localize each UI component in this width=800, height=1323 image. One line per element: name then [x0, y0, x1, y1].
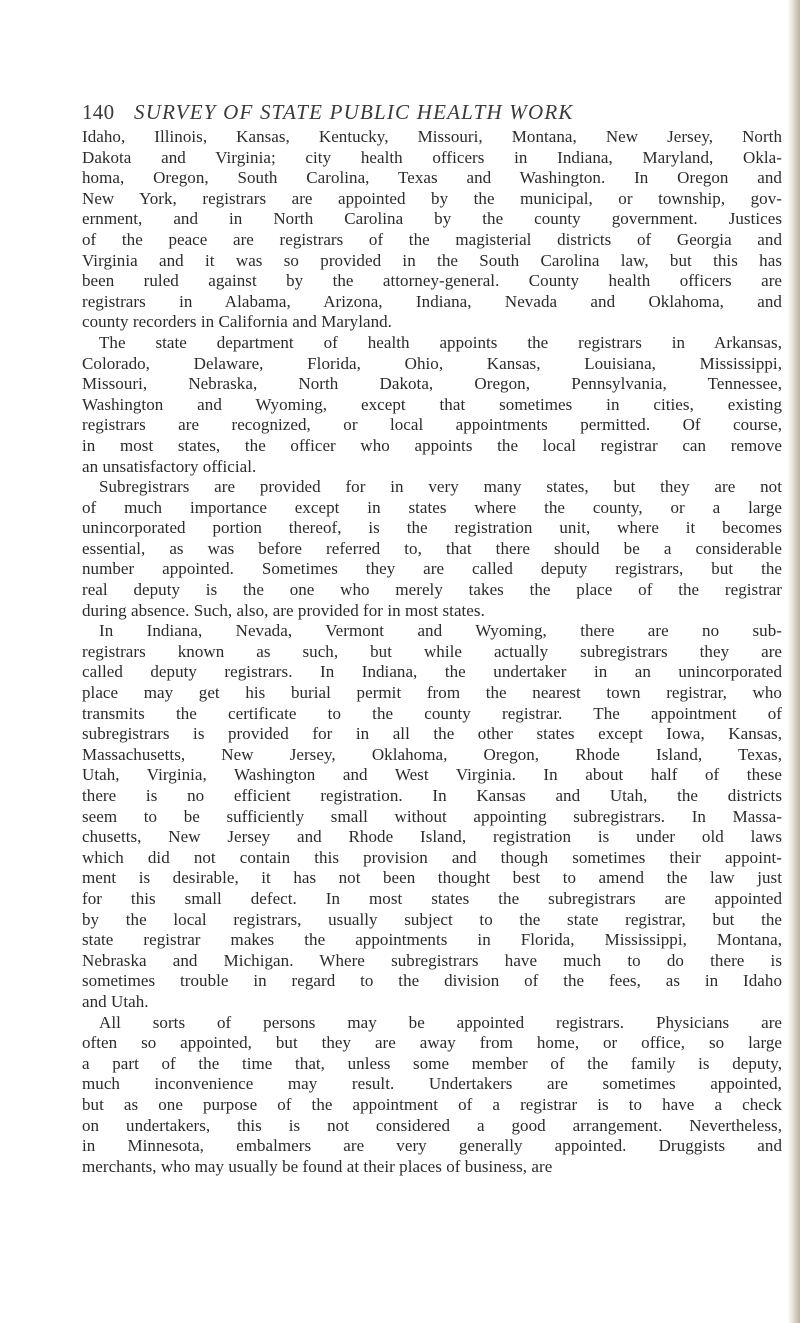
text-line: real deputy is the one who merely takes the place of the registrar	[82, 580, 782, 600]
paragraph	[82, 333, 782, 477]
text-line: Colorado, Delaware, Florida, Ohio, Kansas, Louisiana, Mississippi,	[82, 353, 782, 373]
page-number: 140	[82, 100, 115, 124]
text-line: ernment, and in North Carolina by the county government. Justices	[82, 209, 782, 229]
text-line: state registrar makes the appointments in Florida, Mississippi, Montana,	[82, 930, 782, 950]
text-line: registrars are recognized, or local appointments permitted. Of course,	[82, 415, 782, 435]
paragraph	[82, 621, 782, 1012]
text-line: on undertakers, this is not considered a good arrangement. Nevertheless,	[82, 1115, 782, 1135]
text-line: an unsatisfactory official.	[82, 456, 257, 476]
running-head	[82, 100, 742, 130]
text-line: there is no efficient registration. In Kansas and Utah, the districts	[82, 786, 782, 805]
text-line: New York, registrars are appointed by the municipal, or township, gov-	[82, 188, 782, 208]
body-text	[82, 127, 782, 1177]
text-line: which did not contain this provision and though sometimes their appoint-	[82, 847, 782, 867]
text-line: and Utah.	[82, 991, 149, 1011]
text-line: chusetts, New Jersey and Rhode Island, registration is under old laws	[82, 827, 782, 847]
text-line: Virginia and it was so provided in the South Carolina law, but this has	[82, 250, 782, 270]
text-line: subregistrars is provided for in all the other states except Iowa, Kansas,	[82, 724, 782, 744]
text-line: by the local registrars, usually subject to the state registrar, but the	[82, 909, 782, 929]
page-edge	[791, 0, 800, 1323]
text-line: for this small defect. In most states the subregistrars are appointed	[82, 888, 782, 908]
text-line: place may get his burial permit from the nearest town registrar, who	[82, 683, 782, 703]
text-line: In Indiana, Nevada, Vermont and Wyoming, there are no sub-	[99, 621, 782, 641]
text-line: during absence. Such, also, are provided for in most states.	[82, 600, 485, 620]
paragraph	[82, 127, 782, 333]
text-line: Dakota and Virginia; city health officers in Indiana, Maryland, Okla-	[82, 147, 782, 167]
text-line: The state department of health appoints the registrars in Arkansas,	[99, 332, 782, 352]
text-line: of the peace are registrars of the magisterial districts of Georgia and	[82, 229, 782, 249]
text-line: number appointed. Sometimes they are called deputy registrars, but the	[82, 559, 782, 579]
text-line: Nebraska and Michigan. Where subregistrars have much to do there is	[82, 950, 782, 970]
text-line: registrars known as such, but while actually subregistrars they are	[82, 641, 782, 661]
text-line: unincorporated portion thereof, is the registration unit, where it becomes	[82, 518, 782, 538]
text-line: Missouri, Nebraska, North Dakota, Oregon, Pennsylvania, Tennessee,	[82, 374, 782, 394]
text-line: transmits the certificate to the county registrar. The appointment of	[82, 703, 782, 723]
text-line: sometimes trouble in regard to the division of the fees, as in Idaho	[82, 971, 782, 991]
text-line: but as one purpose of the appointment of a registrar is to have a check	[82, 1094, 782, 1114]
text-line: merchants, who may usually be found at their places of business, are	[82, 1156, 553, 1176]
text-line: Massachusetts, New Jersey, Oklahoma, Oregon, Rhode Island, Texas,	[82, 744, 782, 764]
text-line: a part of the time that, unless some member of the family is deputy,	[82, 1053, 782, 1073]
text-line: been ruled against by the attorney-general. County health officers are	[82, 271, 782, 291]
text-line: registrars in Alabama, Arizona, Indiana, Nevada and Oklahoma, and	[82, 291, 782, 311]
text-line: in most states, the officer who appoints the local registrar can remove	[82, 435, 782, 455]
text-line: often so appointed, but they are away from home, or office, so large	[82, 1033, 782, 1053]
text-line: Washington and Wyoming, except that sometimes in cities, existing	[82, 394, 782, 414]
text-line: Subregistrars are provided for in very many states, but they are not	[99, 477, 782, 497]
text-line: of much importance except in states where the county, or a large	[82, 497, 782, 517]
paragraph	[82, 477, 782, 621]
text-line: county recorders in California and Maryland.	[82, 312, 392, 332]
paragraph	[82, 1013, 782, 1178]
text-line: All sorts of persons may be appointed registrars. Physicians are	[99, 1012, 782, 1032]
text-line: ment is desirable, it has not been thought best to amend the law just	[82, 868, 782, 888]
text-line: essential, as was before referred to, that there should be a considerable	[82, 538, 782, 558]
text-line: much inconvenience may result. Undertakers are sometimes appointed,	[82, 1074, 782, 1094]
text-line: Utah, Virginia, Washington and West Virginia. In about half of these	[82, 765, 782, 785]
text-line: called deputy registrars. In Indiana, the undertaker in an unincorporated	[82, 662, 782, 682]
text-line: homa, Oregon, South Carolina, Texas and Washington. In Oregon and	[82, 168, 782, 188]
text-line: seem to be sufficiently small without appointing subregistrars. In Massa-	[82, 806, 782, 826]
text-line: in Minnesota, embalmers are very generally appointed. Druggists and	[82, 1136, 782, 1156]
text-line: Idaho, Illinois, Kansas, Kentucky, Missouri, Montana, New Jersey, North	[82, 127, 782, 146]
running-title: SURVEY OF STATE PUBLIC HEALTH WORK	[134, 100, 574, 124]
